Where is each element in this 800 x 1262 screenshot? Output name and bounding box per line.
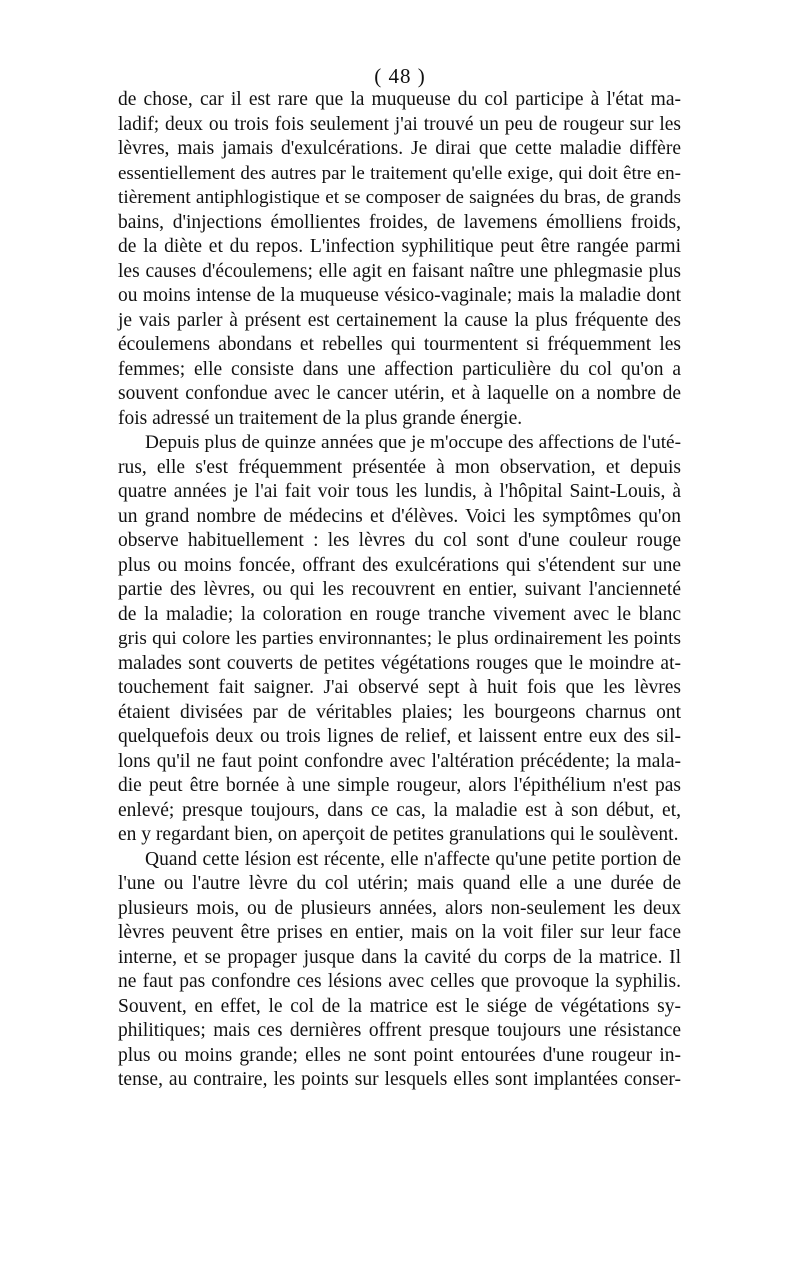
text-line: Quand cette lésion est récente, elle n'affecte qu'une petite portion de (145, 848, 681, 870)
text-line: essentiellement des autres par le traitement qu'elle exige, qui doit être en- (118, 162, 681, 184)
text-line: un grand nombre de médecins et d'élèves. Voici les symptômes qu'on (118, 505, 681, 527)
text-line: plus ou moins foncée, offrant des exulcérations qui s'étendent sur une (118, 554, 681, 576)
text-line: quelquefois deux ou trois lignes de relief, et laissent entre eux des sil- (118, 726, 681, 747)
body-text (118, 88, 681, 1093)
text-line: de la maladie; la coloration en rouge tranche vivement avec le blanc (118, 603, 681, 625)
text-line: Depuis plus de quinze années que je m'occupe des affections de l'uté- (145, 432, 681, 453)
text-line: tièrement antiphlogistique et se composer de saignées du bras, de grands (118, 187, 681, 208)
text-line: lèvres peuvent être prises en entier, mais on la voit filer sur leur face (118, 922, 681, 943)
text-line: interne, et se propager jusque dans la cavité du corps de la matrice. Il (118, 946, 681, 968)
text-line: enlevé; presque toujours, dans ce cas, la maladie est à son début, et, (118, 799, 681, 821)
text-line: Souvent, en effet, le col de la matrice est le siége de végétations sy- (118, 995, 681, 1017)
text-line: l'une ou l'autre lèvre du col utérin; mais quand elle a une durée de (118, 873, 681, 894)
text-line: étaient divisées par de véritables plaies; les bourgeons charnus ont (118, 701, 681, 723)
text-line: philitiques; mais ces dernières offrent presque toujours une résistance (118, 1020, 681, 1041)
text-line: ladif; deux ou trois fois seulement j'ai trouvé un peu de rougeur sur les (118, 113, 681, 135)
text-line: écoulemens abondans et rebelles qui tourmentent si fréquemment les (118, 334, 681, 355)
text-line: plusieurs mois, ou de plusieurs années, alors non-seulement les deux (118, 897, 681, 919)
text-line: bains, d'injections émollientes froides, de lavemens émolliens froids, (118, 211, 681, 233)
text-line: quatre années je l'ai fait voir tous les lundis, à l'hôpital Saint-Louis, à (118, 481, 681, 502)
text-line: malades sont couverts de petites végétations rouges que le moindre at- (118, 652, 681, 674)
text-line: gris qui colore les parties environnantes; le plus ordinairement les points (118, 628, 681, 649)
text-line: je vais parler à présent est certainement la cause la plus fréquente des (118, 309, 681, 331)
text-line: ne faut pas confondre ces lésions avec celles que provoque la syphilis. (118, 971, 681, 992)
text-line: les causes d'écoulemens; elle agit en faisant naître une phlegmasie plus (118, 260, 681, 282)
text-line: lèvres, mais jamais d'exulcérations. Je dirai que cette maladie diffère (118, 138, 681, 159)
text-line: plus ou moins grande; elles ne sont point entourées d'une rougeur in- (118, 1044, 681, 1066)
text-line: rus, elle s'est fréquemment présentée à mon observation, et depuis (118, 456, 681, 478)
page-number: ( 48 ) (374, 64, 426, 88)
text-line: ou moins intense de la muqueuse vésico-vaginale; mais la maladie dont (118, 285, 681, 306)
text-line: fois adressé un traitement de la plus grande énergie. (118, 407, 523, 429)
text-line: die peut être bornée à une simple rougeur, alors l'épithélium n'est pas (118, 775, 681, 796)
text-line: observe habituellement : les lèvres du col sont d'une couleur rouge (118, 530, 681, 551)
text-line: touchement fait saigner. J'ai observé sept à huit fois que les lèvres (118, 677, 681, 698)
text-line: partie des lèvres, ou qui les recouvrent en entier, suivant l'ancienneté (118, 579, 681, 600)
text-line: en y regardant bien, on aperçoit de petites granulations qui le soulèvent. (118, 824, 679, 845)
text-line: femmes; elle consiste dans une affection particulière du col qu'on a (118, 358, 681, 380)
text-line: lons qu'il ne faut point confondre avec l'altération précédente; la mala- (118, 750, 681, 772)
text-line: de chose, car il est rare que la muqueuse du col participe à l'état ma- (118, 89, 681, 110)
text-line: souvent confondue avec le cancer utérin, et à laquelle on a nombre de (118, 383, 681, 404)
text-line: tense, au contraire, les points sur lesquels elles sont implantées conser- (118, 1069, 681, 1090)
text-line: de la diète et du repos. L'infection syphilitique peut être rangée parmi (118, 236, 681, 257)
